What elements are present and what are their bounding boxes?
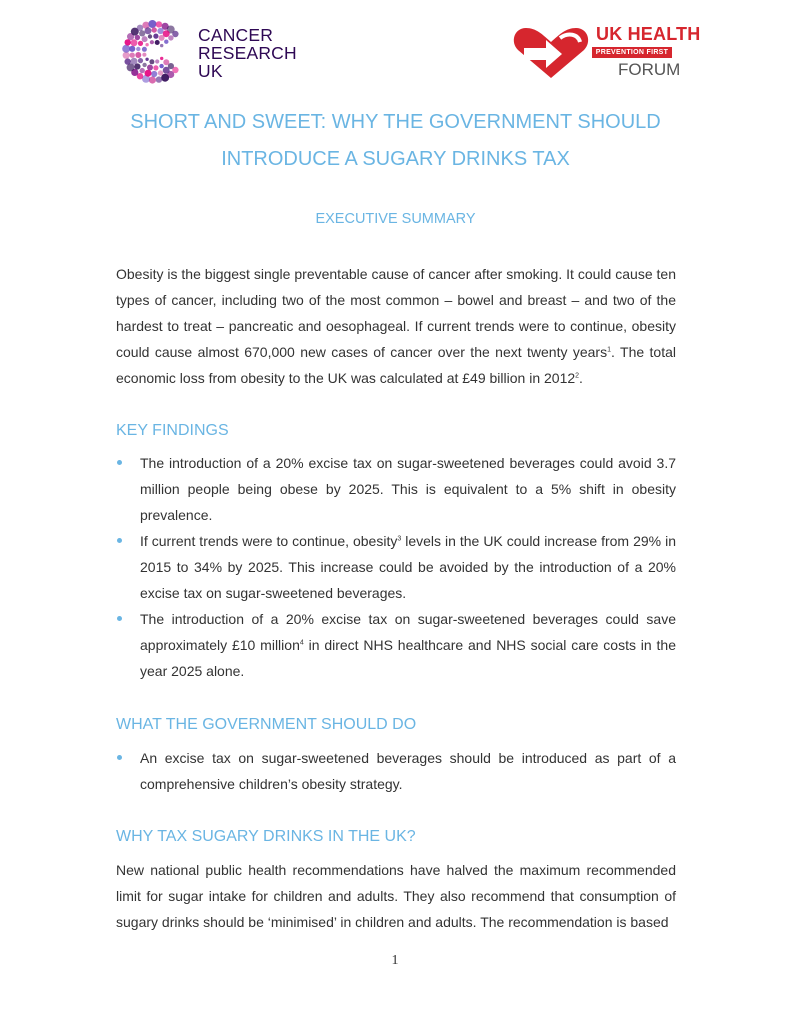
finding-text-cont: levels in the UK could increase from 29% in 2015 to 34% by 2025. This increase could be avoided by the introduction of a 20% excise tax on sugar-sweetened beverages. <box>140 533 676 601</box>
cruk-dot <box>138 58 143 63</box>
cruk-dot <box>145 27 152 34</box>
cruk-dot <box>131 58 138 65</box>
cruk-wordmark-line-1: CANCER <box>198 25 274 45</box>
bullet-icon <box>117 460 122 465</box>
footnote-ref-2: 2 <box>575 372 580 380</box>
cruk-dot <box>142 53 146 57</box>
cruk-dot <box>140 68 145 73</box>
cruk-dot <box>155 59 159 63</box>
cruk-dot <box>139 30 145 36</box>
cruk-dot <box>163 59 169 65</box>
cruk-dot <box>148 20 156 28</box>
finding-text-cont: in direct NHS healthcare and NHS social care costs in the year 2025 alone. <box>140 637 676 679</box>
document-title-line-1: SHORT AND SWEET: WHY THE GOVERNMENT SHOULD <box>130 111 661 133</box>
bullet-icon <box>117 538 122 543</box>
cruk-dot <box>159 64 163 68</box>
cruk-dot <box>156 21 162 27</box>
cruk-dot <box>163 67 170 74</box>
cruk-dot <box>145 70 152 77</box>
list-item <box>116 606 676 684</box>
cruk-dot <box>131 39 138 46</box>
cruk-dot <box>130 53 135 58</box>
cruk-dot <box>138 41 143 46</box>
cruk-dot <box>145 43 148 46</box>
finding-text: The introduction of a 20% excise tax on sugar-sweetened beverages could save approximately £10 million <box>140 611 676 653</box>
summary-text-c: . <box>579 370 583 386</box>
cruk-dot <box>147 65 153 71</box>
cruk-dot <box>157 28 163 34</box>
footnote-ref-4: 4 <box>299 639 304 647</box>
page-number: 1 <box>391 953 399 968</box>
cruk-wordmark-line-3: UK <box>198 61 223 81</box>
cruk-dot <box>123 52 130 59</box>
cruk-dot <box>150 40 154 44</box>
why-tax-heading: WHY TAX SUGARY DRINKS IN THE UK? <box>116 828 416 845</box>
cruk-dot <box>155 40 160 45</box>
government-action-heading: WHAT THE GOVERNMENT SHOULD DO <box>116 716 417 733</box>
government-action-list <box>116 745 676 797</box>
executive-summary-heading: EXECUTIVE SUMMARY <box>315 211 476 227</box>
cruk-dot <box>149 59 154 64</box>
footnote-ref-1: 1 <box>607 346 611 354</box>
cruk-dot <box>164 40 168 44</box>
cruk-dot <box>142 63 146 67</box>
cruk-wordmark-line-2: RESEARCH <box>198 43 297 63</box>
summary-text-a: Obesity is the biggest single preventable cause of cancer after smoking. It could cause ten types of cancer, including two of the most common – bowel and breast – and two of the hardest to treat – pancreatic and oesophageal. If current trends were to continue, obesity could cause almost 670,000 new cases of cancer over the next twenty years <box>116 266 676 360</box>
cruk-wordmark <box>198 26 297 80</box>
action-text: An excise tax on sugar-sweetened beverages should be introduced as part of a comprehensive children’s obesity strategy. <box>140 750 676 792</box>
why-tax-paragraph: New national public health recommendations have halved the maximum recommended limit for sugar intake for children and adults. They also recommend that consumption of sugary drinks should be ‘minimised’ in children and adults. The recommendation is based <box>116 862 676 930</box>
cruk-dot <box>156 76 162 82</box>
footnote-ref-3: 3 <box>397 535 402 543</box>
cruk-dot <box>137 25 143 31</box>
ukh-forum: FORUM <box>618 60 681 79</box>
cruk-dot <box>149 76 156 83</box>
bullet-icon <box>117 755 122 760</box>
cruk-dot <box>135 35 140 40</box>
document-title-line-2: INTRODUCE A SUGARY DRINKS TAX <box>221 148 570 170</box>
bullet-icon <box>117 616 122 621</box>
cruk-dot <box>125 39 131 45</box>
cruk-dot <box>168 35 173 40</box>
list-item <box>116 528 676 606</box>
finding-text: If current trends were to continue, obesity <box>140 533 398 549</box>
key-findings-list <box>116 450 676 684</box>
list-item <box>116 450 676 528</box>
cruk-dot <box>145 58 148 61</box>
ukh-title: UK HEALTH <box>596 24 701 44</box>
cruk-dot <box>152 27 157 32</box>
cruk-dot <box>153 65 158 70</box>
cruk-dot <box>158 70 163 75</box>
cruk-dot <box>142 47 147 52</box>
cruk-dot <box>159 35 165 41</box>
cruk-dot <box>160 57 163 60</box>
summary-text-b: . The total economic loss from obesity to the UK was calculated at £49 billion in 2012 <box>116 344 676 386</box>
cruk-dot <box>151 71 157 77</box>
key-findings-heading: KEY FINDINGS <box>116 422 229 439</box>
ukh-band: PREVENTION FIRST <box>592 47 672 58</box>
finding-text: The introduction of a 20% excise tax on sugar-sweetened beverages could avoid 3.7 million people being obese by 2025. This is equivalent to a 5% shift in obesity prevalence. <box>140 455 676 523</box>
uk-health-forum-logo <box>508 24 701 84</box>
cruk-dot-c-icon <box>120 20 190 84</box>
cruk-dot <box>160 44 163 47</box>
cancer-research-uk-logo <box>120 20 320 84</box>
cruk-dot <box>136 47 140 51</box>
cruk-dot <box>135 52 141 58</box>
cruk-dot <box>125 58 131 64</box>
cruk-dot <box>122 45 130 53</box>
cruk-dot <box>153 34 158 39</box>
cruk-dot <box>129 46 135 52</box>
cruk-dot <box>172 31 178 37</box>
list-item <box>116 745 676 797</box>
ukhealth-heart-icon <box>510 24 592 80</box>
executive-summary-paragraph <box>116 261 676 391</box>
cruk-dot <box>142 36 148 42</box>
cruk-dot <box>148 34 152 38</box>
